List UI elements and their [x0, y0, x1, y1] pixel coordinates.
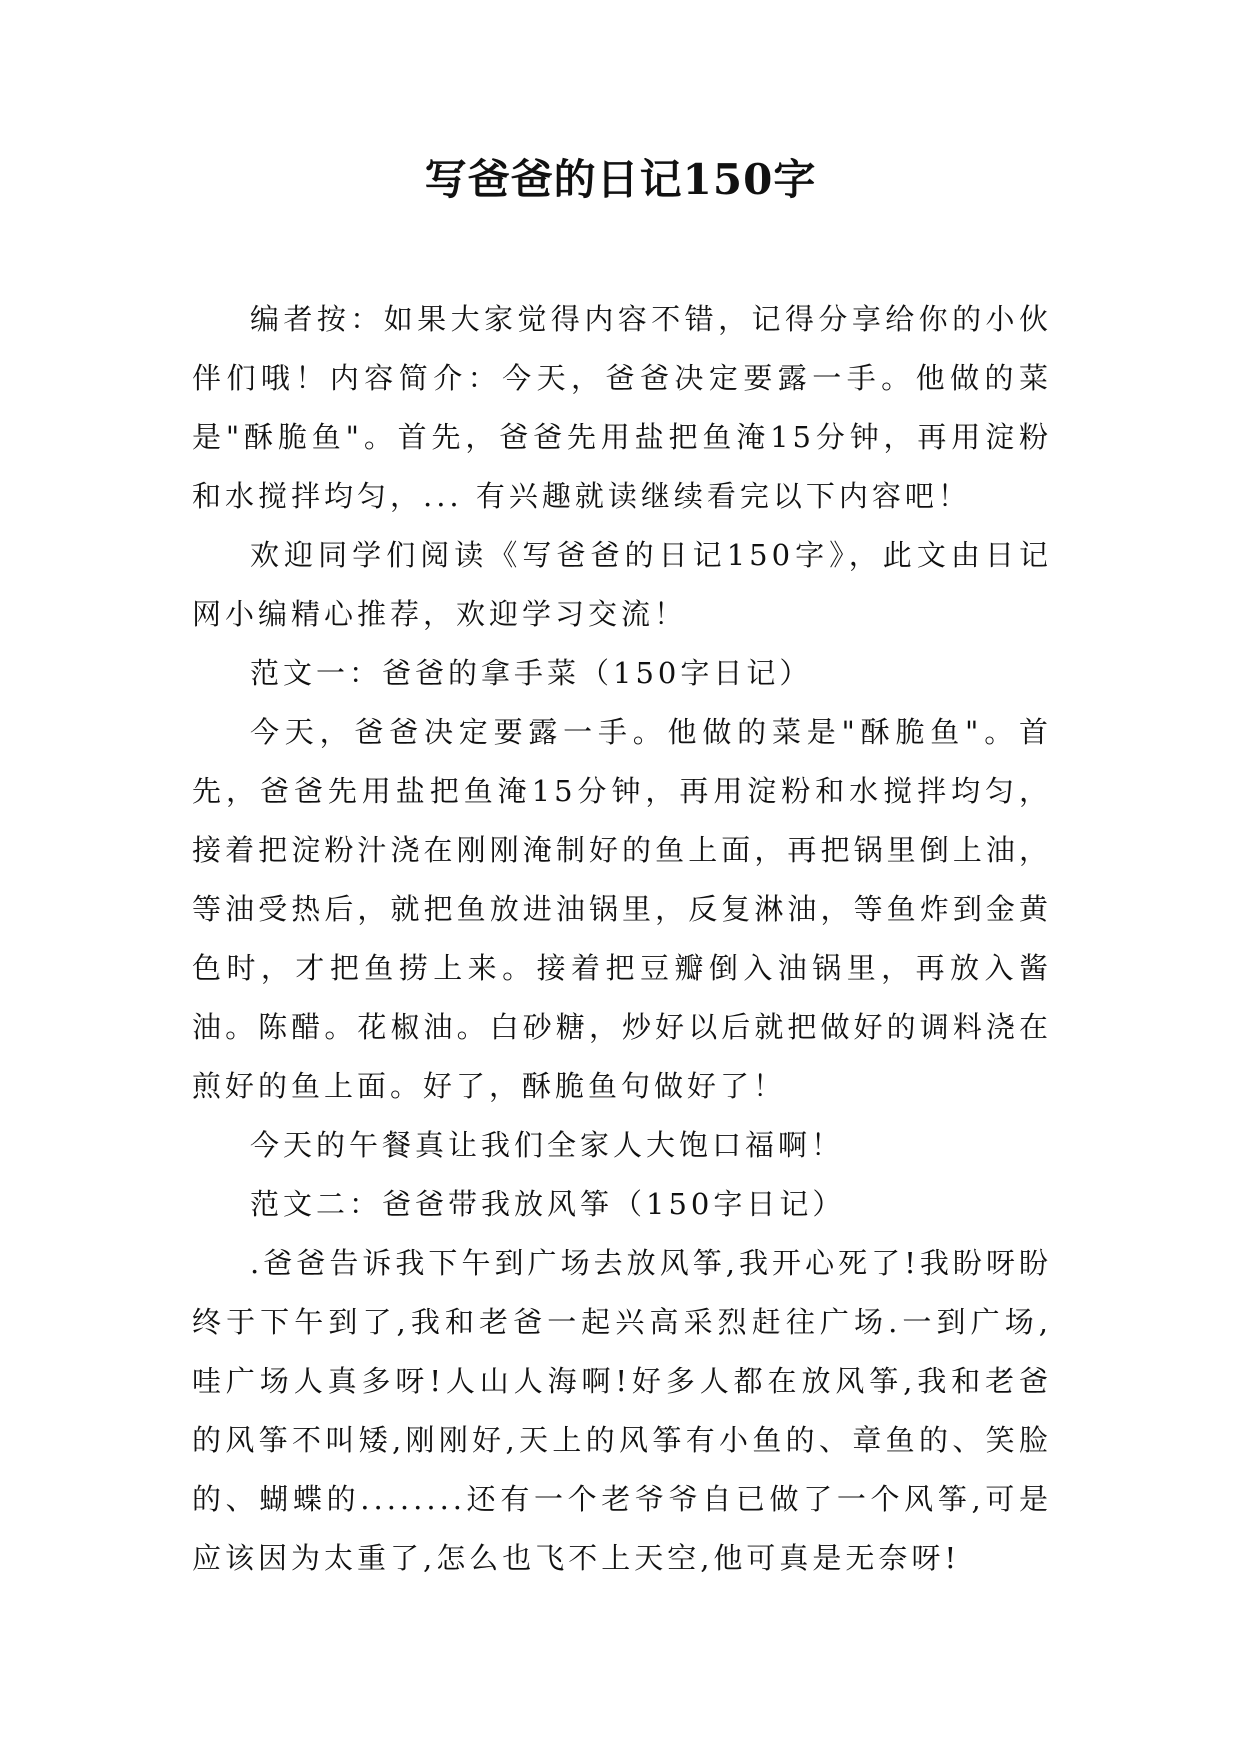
sample-one-heading: 范文一：爸爸的拿手菜（150字日记）: [250, 656, 813, 690]
document-body: [192, 290, 1052, 1588]
welcome-paragraph: 欢迎同学们阅读《写爸爸的日记150字》，此文由日记网小编精心推荐，欢迎学习交流！: [192, 538, 1052, 631]
page-title: 写爸爸的日记150字: [424, 155, 817, 204]
sample-two-paragraph: .爸爸告诉我下午到广场去放风筝,我开心死了!我盼呀盼终于下午到了,我和老爸一起兴高采烈赶往广场.一到广场,哇广场人真多呀!人山人海啊!好多人都在放风筝,我和老爸的风筝不叫矮,刚刚好,天上的风筝有小鱼的、章鱼的、笑脸的、蝴蝶的........还有一个老爷爷自已做了一个风筝,可是应该因为太重了,怎么也飞不上天空,他可真是无奈呀!: [192, 1246, 1052, 1575]
sample-one-paragraph: 今天，爸爸决定要露一手。他做的菜是"酥脆鱼"。首先，爸爸先用盐把鱼淹15分钟，再用淀粉和水搅拌均匀，接着把淀粉汁浇在刚刚淹制好的鱼上面，再把锅里倒上油，等油受热后，就把鱼放进油锅里，反复淋油，等鱼炸到金黄色时，才把鱼捞上来。接着把豆瓣倒入油锅里，再放入酱油。陈醋。花椒油。白砂糖，炒好以后就把做好的调料浇在煎好的鱼上面。好了，酥脆鱼句做好了！: [192, 715, 1052, 1103]
sample-one-closing: 今天的午餐真让我们全家人大饱口福啊！: [250, 1128, 845, 1162]
sample-two-heading: 范文二：爸爸带我放风筝（150字日记）: [250, 1187, 846, 1221]
editor-note-paragraph: 编者按：如果大家觉得内容不错，记得分享给你的小伙伴们哦！内容简介：今天，爸爸决定要露一手。他做的菜是"酥脆鱼"。首先，爸爸先用盐把鱼淹15分钟，再用淀粉和水搅拌均匀，... 有兴趣就读继续看完以下内容吧！: [192, 302, 1052, 513]
